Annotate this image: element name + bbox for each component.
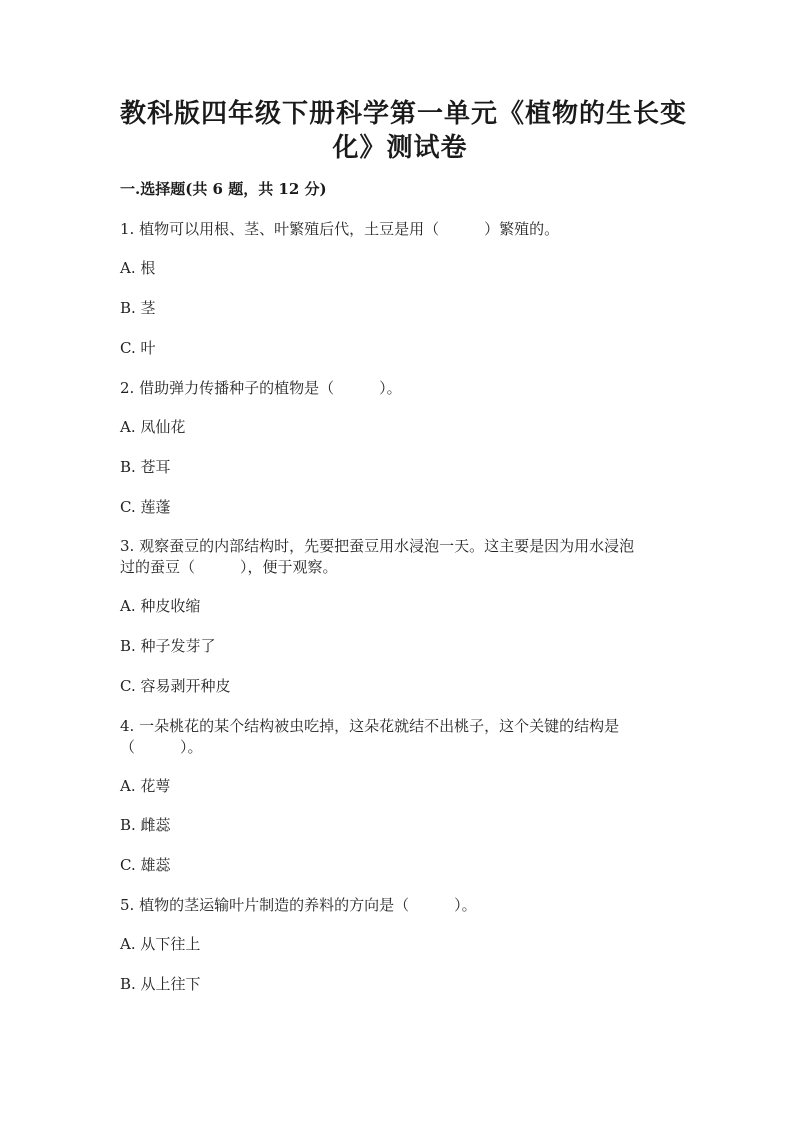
question-1-option-b: B. 茎 <box>120 299 156 317</box>
question-4-stem-line-1: 4. 一朵桃花的某个结构被虫吃掉，这朵花就结不出桃子，这个关键的结构是 <box>120 717 620 735</box>
document-title-line-2: 化》测试卷 <box>332 133 468 163</box>
question-4-option-b: B. 雌蕊 <box>120 816 171 834</box>
question-1-option-c: C. 叶 <box>120 339 156 357</box>
document-title-line-1: 教科版四年级下册科学第一单元《植物的生长变 <box>120 99 688 129</box>
question-3-stem-line-1: 3. 观察蚕豆的内部结构时，先要把蚕豆用水浸泡一天。这主要是因为用水浸泡 <box>120 537 635 555</box>
question-2-option-b: B. 苍耳 <box>120 458 171 476</box>
question-1-stem: 1. 植物可以用根、茎、叶繁殖后代，土豆是用（ ）繁殖的。 <box>120 220 560 238</box>
question-5-stem: 5. 植物的茎运输叶片制造的养料的方向是（ ）。 <box>120 896 477 914</box>
question-2-option-a: A. 凤仙花 <box>120 418 186 436</box>
question-3-stem-line-2: 过的蚕豆（ ），便于观察。 <box>120 558 338 576</box>
question-4-option-a: A. 花萼 <box>120 777 171 795</box>
question-5-option-b: B. 从上往下 <box>120 975 201 993</box>
question-1-option-a: A. 根 <box>120 259 156 277</box>
question-3-option-b: B. 种子发芽了 <box>120 637 216 655</box>
question-2-stem: 2. 借助弹力传播种子的植物是（ ）。 <box>120 379 402 397</box>
question-3-option-c: C. 容易剥开种皮 <box>120 677 231 695</box>
question-5-option-a: A. 从下往上 <box>120 935 201 953</box>
section-heading: 一.选择题(共 6 题，共 12 分) <box>120 180 327 198</box>
question-3-option-a: A. 种皮收缩 <box>120 597 201 615</box>
question-4-option-c: C. 雄蕊 <box>120 856 171 874</box>
question-4-stem-line-2: （ ）。 <box>120 738 203 756</box>
question-2-option-c: C. 莲蓬 <box>120 498 171 516</box>
